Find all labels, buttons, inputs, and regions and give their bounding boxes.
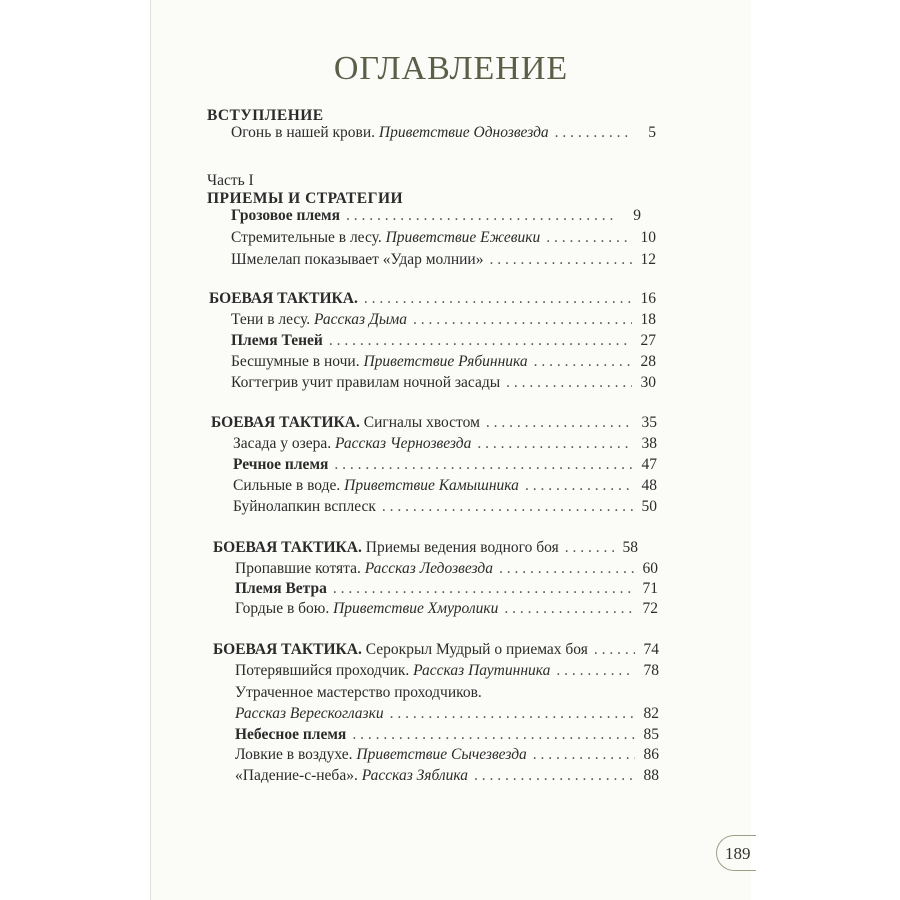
dot-leader bbox=[346, 207, 617, 225]
entry-text: Огонь в нашей крови. Приветствие Однозвезда bbox=[231, 124, 549, 141]
book-page bbox=[150, 0, 751, 900]
dot-leader bbox=[506, 374, 632, 392]
toc-entry bbox=[231, 124, 656, 146]
toc-entry bbox=[231, 374, 656, 396]
toc-entry-tactics bbox=[213, 641, 659, 663]
toc-entry-line: Утраченное мастерство проходчиков. bbox=[235, 684, 482, 701]
dot-leader bbox=[546, 229, 632, 247]
dot-leader bbox=[333, 580, 634, 598]
dot-leader bbox=[486, 414, 633, 432]
entry-text: Речное племя bbox=[233, 456, 329, 473]
entry-text: Тени в лесу. Рассказ Дыма bbox=[231, 311, 407, 328]
entry-page: 72 bbox=[642, 600, 658, 617]
entry-page: 16 bbox=[640, 290, 656, 307]
toc-entry bbox=[235, 560, 658, 582]
entry-page: 47 bbox=[641, 456, 657, 473]
entry-page: 60 bbox=[642, 560, 658, 577]
entry-text: БОЕВАЯ ТАКТИКА. Приемы ведения водного боя bbox=[213, 539, 559, 556]
toc-entry bbox=[231, 229, 656, 251]
entry-page: 18 bbox=[640, 311, 656, 328]
entry-page: 10 bbox=[640, 229, 656, 246]
dot-leader bbox=[329, 332, 632, 350]
page-title: ОГЛАВЛЕНИЕ bbox=[333, 50, 569, 87]
toc-entry bbox=[233, 477, 657, 499]
dot-leader bbox=[533, 746, 635, 764]
entry-text: Стремительные в лесу. Приветствие Ежевики bbox=[231, 229, 541, 246]
entry-text: БОЕВАЯ ТАКТИКА. Сигналы хвостом bbox=[211, 414, 480, 431]
dot-leader bbox=[474, 767, 635, 785]
dot-leader bbox=[556, 662, 635, 680]
dot-leader bbox=[382, 498, 633, 516]
entry-text: Бесшумные в ночи. Приветствие Рябинника bbox=[231, 353, 528, 370]
entry-text: Грозовое племя bbox=[231, 207, 340, 224]
toc-entry bbox=[235, 662, 659, 684]
toc-entry bbox=[231, 332, 656, 354]
entry-page: 82 bbox=[643, 705, 659, 722]
entry-page: 28 bbox=[640, 353, 656, 370]
entry-text: Небесное племя bbox=[235, 726, 347, 743]
entry-page: 48 bbox=[641, 477, 657, 494]
entry-page: 9 bbox=[633, 207, 641, 224]
dot-leader bbox=[525, 477, 633, 495]
entry-text: БОЕВАЯ ТАКТИКА. bbox=[209, 290, 358, 307]
entry-page: 27 bbox=[640, 332, 656, 349]
dot-leader bbox=[594, 641, 635, 659]
entry-text: Гордые в бою. Приветствие Хмуролики bbox=[235, 600, 499, 617]
entry-page: 38 bbox=[641, 435, 657, 452]
entry-page: 5 bbox=[648, 124, 656, 141]
entry-page: 12 bbox=[640, 251, 656, 268]
toc-entry bbox=[231, 251, 656, 273]
dot-leader bbox=[334, 456, 633, 474]
toc-entry-tactics bbox=[211, 414, 657, 436]
entry-text: «Падение-с-неба». Рассказ Зяблика bbox=[235, 767, 469, 784]
page-number: 189 bbox=[716, 835, 756, 871]
toc-entry bbox=[235, 726, 659, 748]
dot-leader bbox=[565, 539, 614, 557]
toc-entry bbox=[235, 705, 659, 727]
part-heading: ПРИЕМЫ И СТРАТЕГИИ bbox=[207, 190, 404, 207]
dot-leader bbox=[477, 435, 633, 453]
entry-page: 78 bbox=[643, 662, 659, 679]
toc-entry bbox=[235, 600, 658, 622]
entry-page: 50 bbox=[641, 498, 657, 515]
entry-text: Потерявшийся проходчик. Рассказ Паутинника bbox=[235, 662, 551, 679]
entry-text: Ловкие в воздухе. Приветствие Сычезвезда bbox=[235, 746, 527, 763]
dot-leader bbox=[364, 290, 632, 308]
toc-entry bbox=[231, 207, 641, 229]
entry-text: Засада у озера. Рассказ Чернозвезда bbox=[233, 435, 472, 452]
dot-leader bbox=[390, 705, 635, 723]
entry-text: Шмелелап показывает «Удар молнии» bbox=[231, 251, 484, 268]
entry-page: 86 bbox=[643, 746, 659, 763]
dot-leader bbox=[504, 600, 634, 618]
toc-entry-tactics bbox=[209, 290, 656, 312]
entry-page: 58 bbox=[622, 539, 638, 556]
toc-entry bbox=[233, 498, 657, 520]
section-heading-intro: ВСТУПЛЕНИЕ bbox=[207, 107, 324, 124]
dot-leader bbox=[352, 726, 635, 744]
entry-page: 30 bbox=[640, 374, 656, 391]
toc-entry bbox=[231, 311, 656, 333]
entry-text: Буйнолапкин всплеск bbox=[233, 498, 376, 515]
dot-leader bbox=[499, 560, 634, 578]
entry-text: Племя Ветра bbox=[235, 580, 327, 597]
toc-entry bbox=[235, 767, 659, 789]
toc-entry-tactics bbox=[213, 539, 638, 561]
dot-leader bbox=[413, 311, 632, 329]
entry-text: Когтегрив учит правилам ночной засады bbox=[231, 374, 501, 391]
entry-text: Пропавшие котята. Рассказ Ледозвезда bbox=[235, 560, 493, 577]
entry-page: 85 bbox=[643, 726, 659, 743]
dot-leader bbox=[534, 353, 632, 371]
entry-page: 88 bbox=[643, 767, 659, 784]
toc-entry bbox=[233, 435, 657, 457]
toc-entry bbox=[233, 456, 657, 478]
entry-text: БОЕВАЯ ТАКТИКА. Серокрыл Мудрый о приемах боя bbox=[213, 641, 588, 658]
entry-page: 35 bbox=[641, 414, 657, 431]
dot-leader bbox=[555, 124, 632, 142]
entry-page: 71 bbox=[642, 580, 658, 597]
entry-text: Рассказ Верескоглазки bbox=[235, 705, 384, 722]
entry-text: Племя Теней bbox=[231, 332, 323, 349]
entry-page: 74 bbox=[643, 641, 659, 658]
toc-entry bbox=[235, 746, 659, 768]
toc-entry bbox=[235, 580, 658, 602]
dot-leader bbox=[489, 251, 632, 269]
toc-entry bbox=[231, 353, 656, 375]
part-label: Часть I bbox=[207, 172, 254, 189]
entry-text: Сильные в воде. Приветствие Камышника bbox=[233, 477, 519, 494]
